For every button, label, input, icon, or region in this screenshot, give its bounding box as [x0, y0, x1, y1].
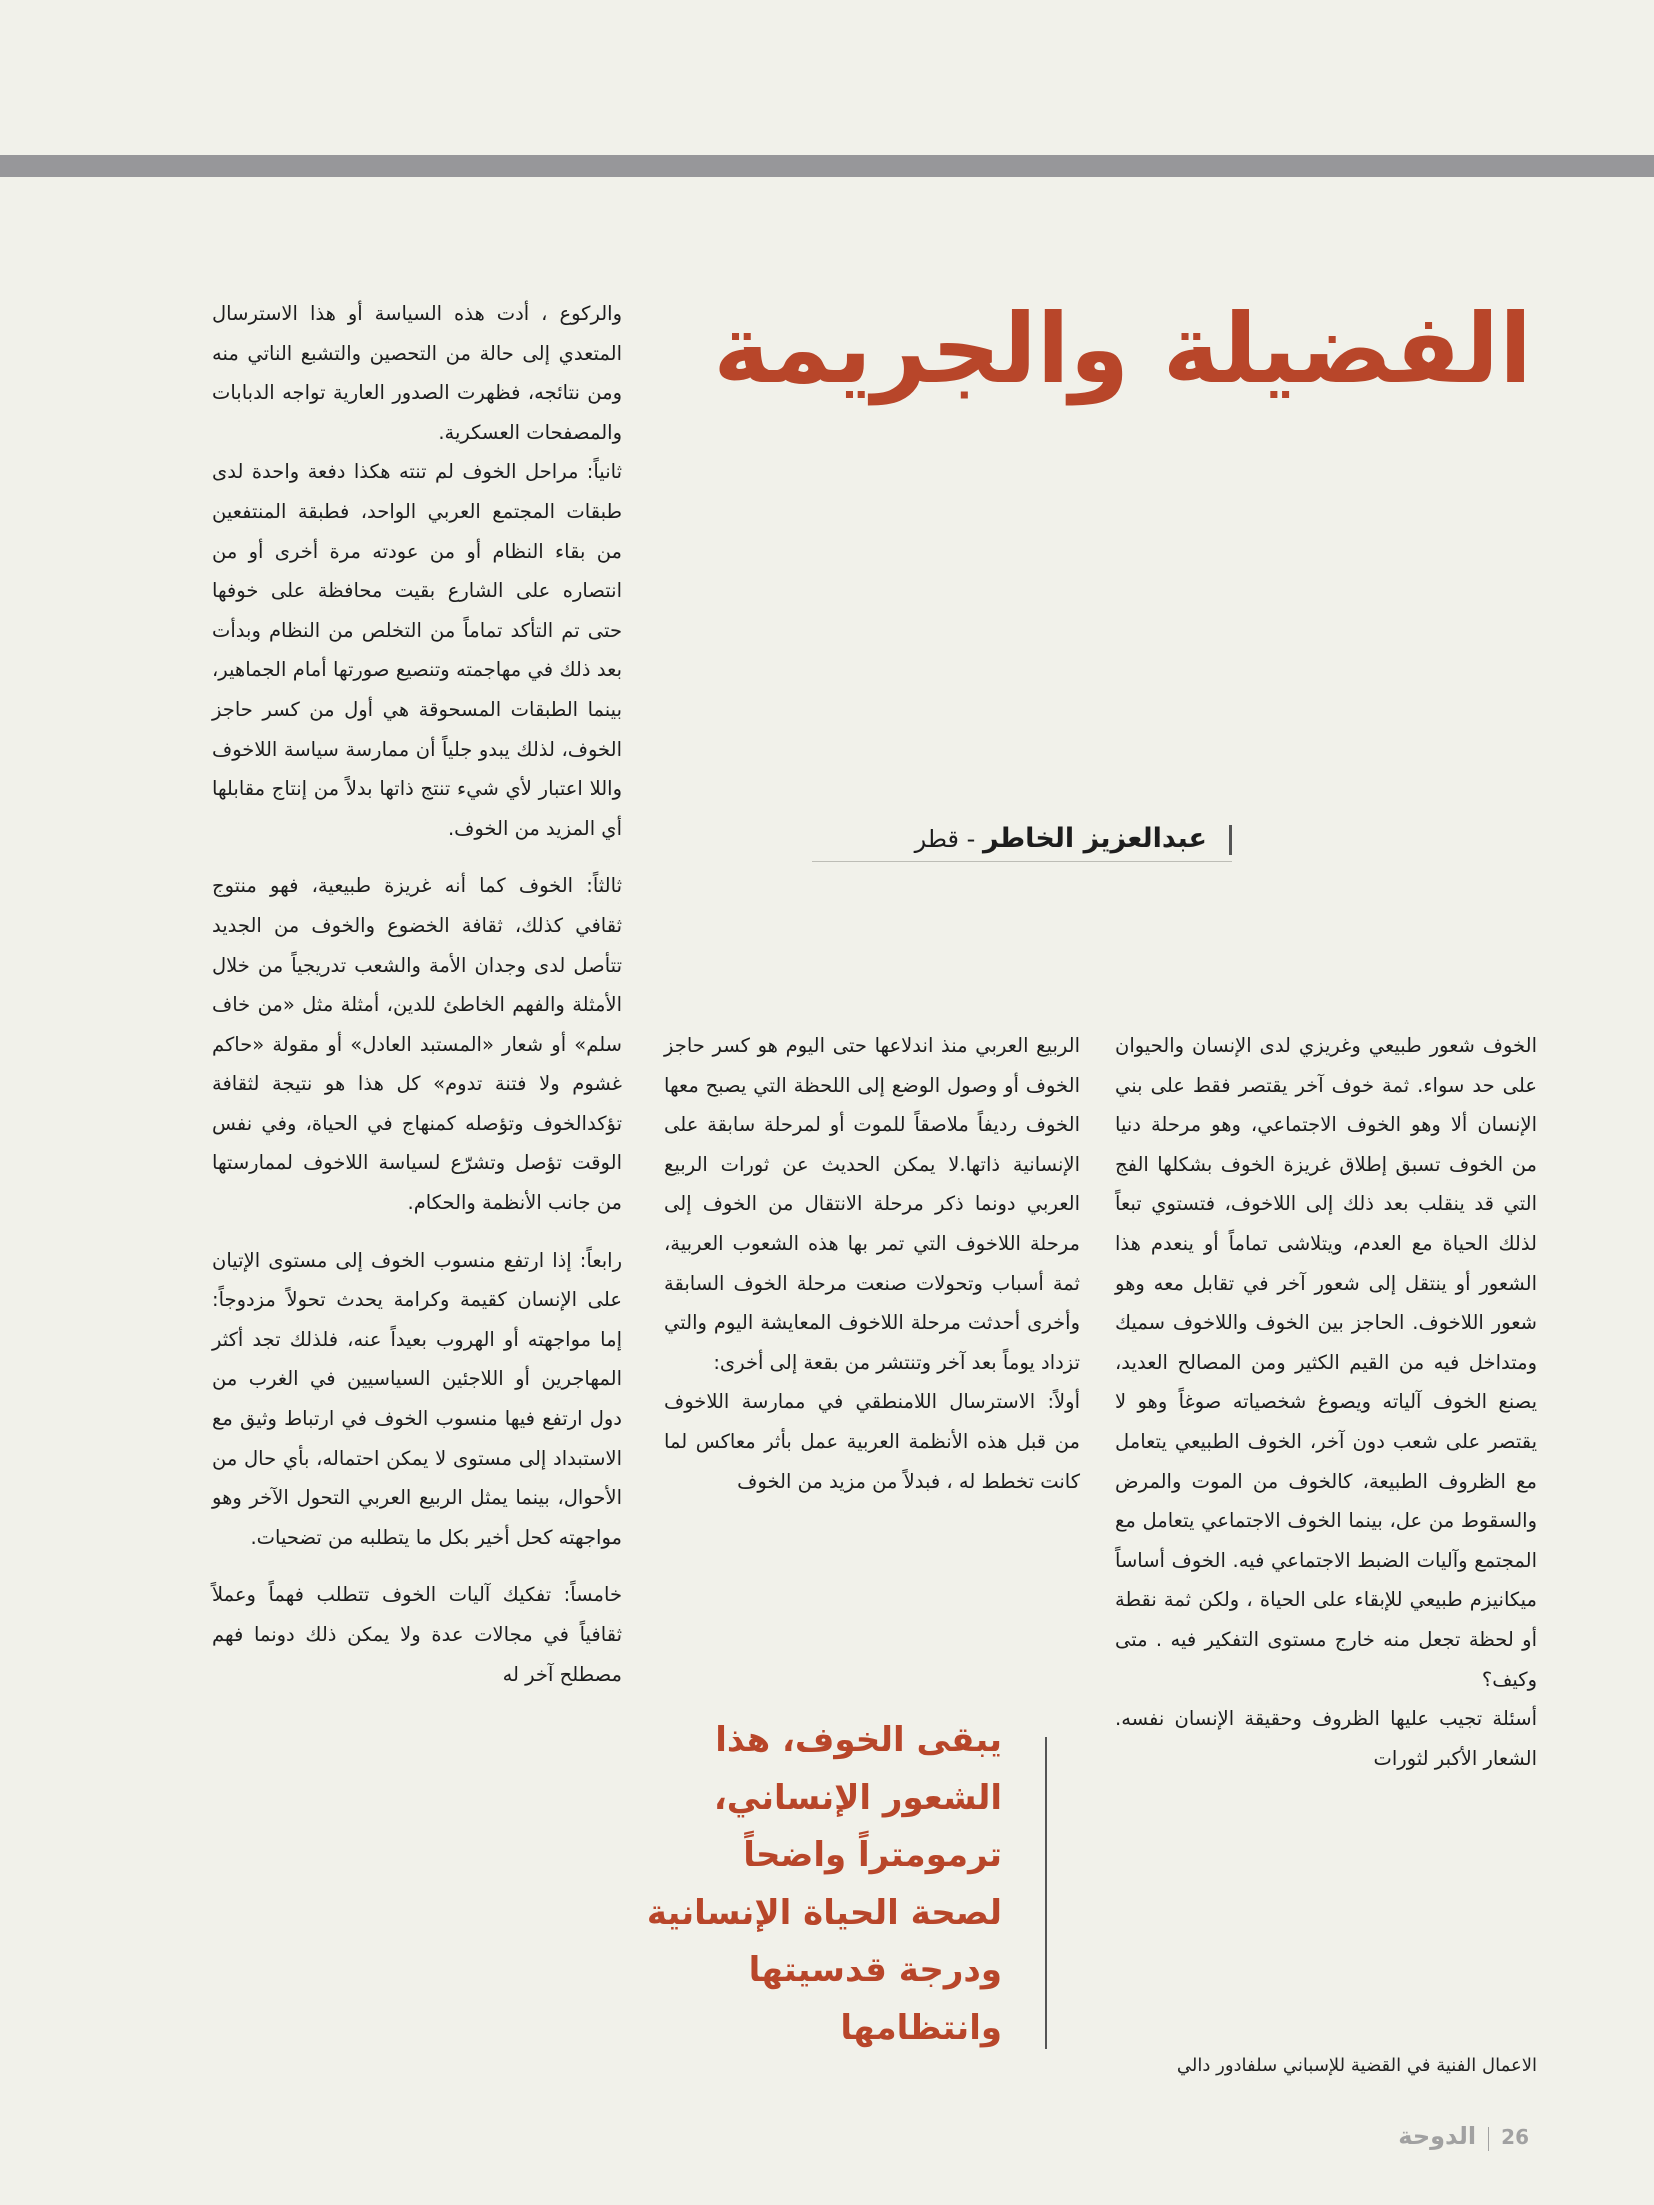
image-caption: الاعمال الفنية في القضية للإسباني سلفادور دالي — [1176, 2055, 1537, 2076]
paragraph: ثانياً: مراحل الخوف لم تنته هكذا دفعة واحدة لدى طبقات المجتمع العربي الواحد، فطبقة المنتفعين من بقاء النظام أو من عودته مرة أخرى أو من انتصاره على الشارع بقيت محافظة على خوفها حتى تم التأكد تماماً من التخلص من النظام وبدأت بعد ذلك في مهاجمته وتنصيع صورتها أمام الجماهير، بينما الطبقات المسحوقة هي أول من كسر حاجز الخوف، لذلك يبدو جلياً أن ممارسة سياسة اللاخوف واللا اعتبار لأي شيء تنتج ذاتها بدلاً من إنتاج مقابلها أي المزيد من الخوف. — [212, 460, 622, 840]
article-column-right — [1115, 1026, 1537, 1778]
byline — [812, 817, 1232, 862]
paragraph: أولاً: الاسترسال اللامنطقي في ممارسة اللاخوف من قبل هذه الأنظمة العربية عمل بأثر معاكس لما كانت تخطط له ، فبدلاً من مزيد من الخوف — [664, 1390, 1080, 1493]
pull-quote: يبقى الخوف، هذا الشعور الإنساني، ترمومتراً واضحاً لصحة الحياة الإنسانية ودرجة قدسيتها وانتظامها — [646, 1720, 1002, 2048]
author-location: - قطر — [914, 825, 976, 853]
page-number: 26 — [1501, 2125, 1529, 2149]
magazine-name: الدوحة — [1398, 2122, 1477, 2150]
paragraph: الخوف شعور طبيعي وغريزي لدى الإنسان والحيوان على حد سواء. ثمة خوف آخر يقتصر فقط على بني الإنسان ألا وهو الخوف الاجتماعي، وهو مرحلة دنيا من الخوف تسبق إطلاق غريزة الخوف بشكلها الفج التي قد ينقلب بعد ذلك إلى اللاخوف، فتستوي تبعاً لذلك الحياة مع العدم، ويتلاشى تماماً أو ينعدم هذا الشعور أو ينتقل إلى شعور آخر في تقابل معه وهو شعور اللاخوف. الحاجز بين الخوف واللاخوف سميك ومتداخل فيه من القيم الكثير ومن المصالح العديد، يصنع الخوف آلياته ويصوغ شخصياته صوغاً وهو لا يقتصر على شعب دون آخر، الخوف الطبيعي يتعامل مع الظروف الطبيعة، كالخوف من الموت والمرض والسقوط من عل، بينما الخوف الاجتماعي يتعامل مع المجتمع وآليات الضبط الاجتماعي فيه. الخوف أساساً ميكانيزم طبيعي للإبقاء على الحياة ، ولكن ثمة نقطة أو لحظة تجعل منه خارج مستوى التفكير فيه . متى وكيف؟ — [1115, 1034, 1537, 1691]
paragraph: والركوع ، أدت هذه السياسة أو هذا الاسترسال المتعدي إلى حالة من التحصين والتشبع الناتي منه ومن نتائجه، فظهرت الصدور العارية تواجه الدبابات والمصفحات العسكرية. — [212, 302, 622, 444]
author-name: عبدالعزيز الخاطر — [982, 823, 1207, 854]
footer-separator — [1488, 2127, 1489, 2151]
paragraph: ثالثاً: الخوف كما أنه غريزة طبيعية، فهو منتوج ثقافي كذلك، ثقافة الخضوع والخوف من الجديد تتأصل لدى وجدان الأمة والشعب تدريجياً من خلال الأمثلة والفهم الخاطئ للدين، أمثلة مثل «من خاف سلم» أو شعار «المستبد العادل» أو مقولة «حاكم غشوم ولا فتنة تدوم» كل هذا هو نتيجة لثقافة تؤكدالخوف وتؤصله كمنهاج في الحياة، وفي نفس الوقت تؤصل وتشرّع لسياسة اللاخوف لممارستها من جانب الأنظمة والحكام. — [212, 874, 622, 1215]
paragraph: خامساً: تفكيك آليات الخوف تتطلب فهماً وعملاً ثقافياً في مجالات عدة ولا يمكن ذلك دونما فهم مصطلح آخر له — [212, 1583, 622, 1686]
article-column-middle — [664, 1026, 1080, 1501]
paragraph: أسئلة تجيب عليها الظروف وحقيقة الإنسان نفسه. الشعار الأكبر لثورات — [1115, 1707, 1537, 1770]
article-column-left — [212, 294, 622, 1694]
byline-bar — [1229, 825, 1232, 855]
paragraph: الربيع العربي منذ اندلاعها حتى اليوم هو كسر حاجز الخوف أو وصول الوضع إلى اللحظة التي يصبح معها الخوف رديفاً ملاصقاً للموت أو لمرحلة سابقة على الإنسانية ذاتها.لا يمكن الحديث عن ثورات الربيع العربي دونما ذكر مرحلة الانتقال من الخوف إلى مرحلة اللاخوف التي تمر بها هذه الشعوب العربية، ثمة أسباب وتحولات صنعت مرحلة الخوف السابقة وأخرى أحدثت مرحلة اللاخوف المعايشة اليوم والتي تزداد يوماً بعد آخر وتنتشر من بقعة إلى أخرى: — [664, 1034, 1080, 1374]
pull-quote-rule — [1045, 1737, 1047, 2049]
top-banner-bar — [0, 155, 1654, 177]
page-footer — [1398, 2122, 1529, 2151]
paragraph: رابعاً: إذا ارتفع منسوب الخوف إلى مستوى الإتيان على الإنسان كقيمة وكرامة يحدث تحولاً مزدوجاً: إما مواجهته أو الهروب بعيداً عنه، فلذلك تجد أكثر المهاجرين أو اللاجئين السياسيين في الغرب من دول ارتفع فيها منسوب الخوف في ارتباط وثيق مع الاستبداد إلى مستوى لا يمكن احتماله، بأي حال من الأحوال، بينما يمثل الربيع العربي التحول الآخر وهو مواجهته كحل أخير بكل ما يتطلبه من تضحيات. — [212, 1248, 622, 1549]
article-title: الفضيلة والجريمة — [713, 293, 1532, 405]
